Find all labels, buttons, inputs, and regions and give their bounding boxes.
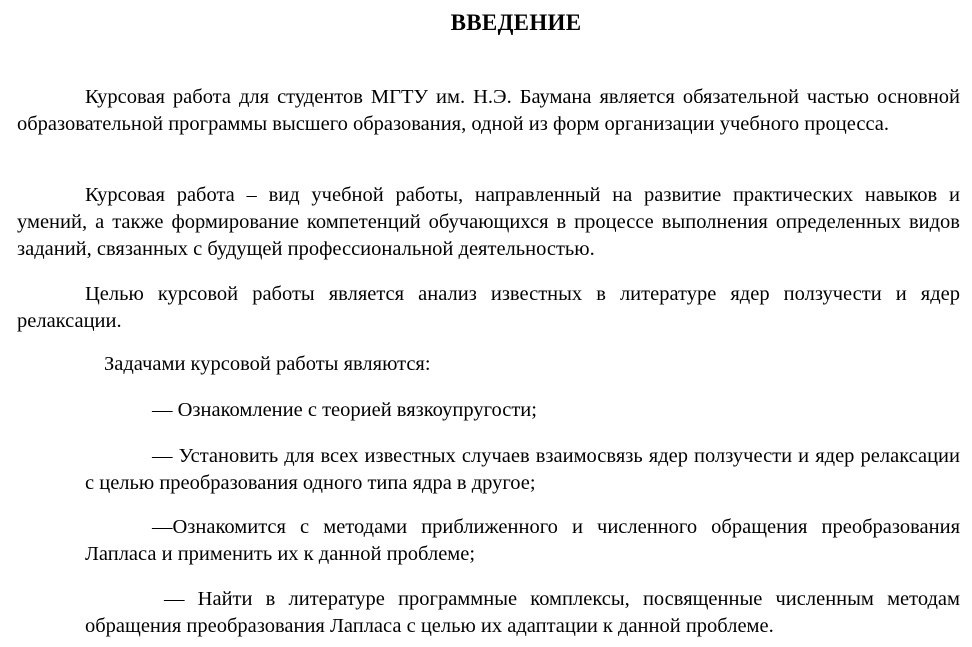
intro-paragraph-2: Курсовая работа – вид учебной работы, направленный на развитие практических навыков и умений, а также формирование компетенций обучающихся в процессе выполнения определенных видов заданий, связанных с будущей профессиональной деятельностью. (17, 184, 960, 260)
task-item-3: —Ознакомится с методами приближенного и численного обращения преобразования Лапласа и применить их к данной проблеме; (85, 516, 960, 565)
intro-paragraph-1: Курсовая работа для студентов МГТУ им. Н.Э. Баумана является обязательной частью основной образовательной программы высшего образования, одной из форм организации учебного процесса. (17, 86, 960, 135)
task-item-2: — Установить для всех известных случаев взаимосвязь ядер ползучести и ядер релаксации с целью преобразования одного типа ядра в другое; (85, 445, 960, 494)
intro-paragraph-3: Целью курсовой работы является анализ известных в литературе ядер ползучести и ядер релаксации. (17, 283, 960, 332)
page-title: ВВЕДЕНИЕ (450, 10, 582, 35)
task-item-4: — Найти в литературе программные комплексы, посвященные численным методам обращения преобразования Лапласа с целью их адаптации к данной проблеме. (85, 588, 960, 637)
task-item-1: — Ознакомление с теорией вязкоупругости; (152, 399, 537, 421)
tasks-heading: Задачами курсовой работы являются: (104, 353, 431, 375)
